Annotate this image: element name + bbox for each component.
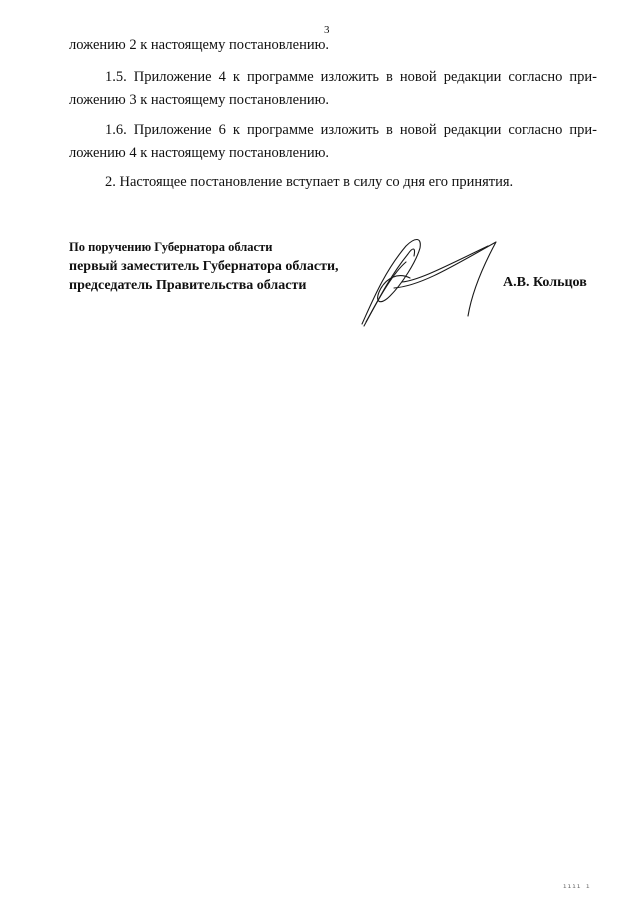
- signature-line-3: председатель Правительства области: [69, 278, 307, 293]
- body-line-5: ложению 4 к настоящему постановлению.: [69, 145, 330, 161]
- body-line-1: ложению 2 к настоящему постановлению.: [69, 37, 330, 53]
- body-line-2: 1.5. Приложение 4 к программе изложить в новой редакции согласно при-: [105, 69, 597, 85]
- signature-line-2: первый заместитель Губернатора области,: [69, 259, 339, 274]
- footer-mark: ıııı ı: [563, 883, 591, 890]
- signature-block: [69, 240, 339, 295]
- body-line-3: ложению 3 к настоящему постановлению.: [69, 92, 330, 108]
- page-number: 3: [324, 24, 330, 36]
- signature-line-1: По поручению Губернатора области: [69, 240, 273, 254]
- signatory-name: А.В. Кольцов: [503, 275, 587, 290]
- body-line-4: 1.6. Приложение 6 к программе изложить в новой редакции согласно при-: [105, 122, 597, 138]
- body-line-6: 2. Настоящее постановление вступает в силу со дня его принятия.: [105, 174, 514, 190]
- handwritten-signature: [350, 232, 510, 332]
